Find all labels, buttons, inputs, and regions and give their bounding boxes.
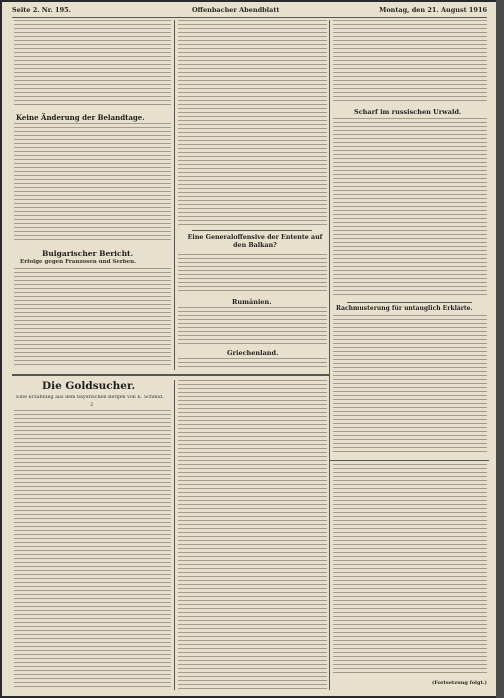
text-block (178, 307, 327, 347)
headline: Eine Generaloffensive der Entente auf den Balkan? (187, 234, 323, 249)
separator (192, 230, 312, 231)
serial-subtitle: Eine Erzählung aus dem bayerischen Bergen von E. Schmid. (16, 395, 164, 400)
continuation-note: (Fortsetzung folgt.) (432, 680, 487, 686)
text-block (178, 20, 327, 226)
text-block (178, 254, 327, 294)
headline: Griechenland. (227, 349, 279, 357)
text-block (333, 20, 487, 104)
scan-edge (496, 0, 504, 698)
column-divider (329, 20, 330, 690)
text-block (14, 20, 171, 108)
text-block (14, 268, 171, 366)
serial-text (178, 380, 327, 690)
feuilleton-rule (12, 374, 329, 376)
text-block (333, 118, 487, 296)
text-block (178, 358, 327, 370)
column-divider (174, 380, 175, 690)
column-divider (174, 20, 175, 370)
serial-text (333, 464, 487, 676)
headline: Rumänien. (232, 298, 272, 306)
headline: Rachmusterung für untauglich Erklärte. (336, 305, 473, 312)
newspaper-page (2, 2, 496, 696)
issue-date: Montag, den 21. August 1916 (379, 6, 487, 14)
page-header (12, 6, 487, 16)
page-number: Seite 2. Nr. 195. (12, 6, 71, 14)
text-block (14, 123, 171, 243)
serial-text (14, 410, 171, 690)
headline: Scharf im russischen Urwald. (354, 108, 462, 116)
header-rule (12, 17, 487, 18)
separator (329, 460, 489, 461)
separator (347, 302, 472, 303)
text-block (333, 315, 487, 455)
newspaper-title: Offenbacher Abendblatt (192, 6, 280, 14)
serial-title: Die Goldsucher. (42, 380, 136, 392)
subheadline: Erfolge gegen Franzosen und Serben. (20, 259, 137, 265)
headline: Keine Änderung der Belandtage. (16, 113, 145, 122)
headline: Bulgarischer Bericht. (42, 249, 134, 258)
chapter-number: 2 (90, 402, 94, 408)
